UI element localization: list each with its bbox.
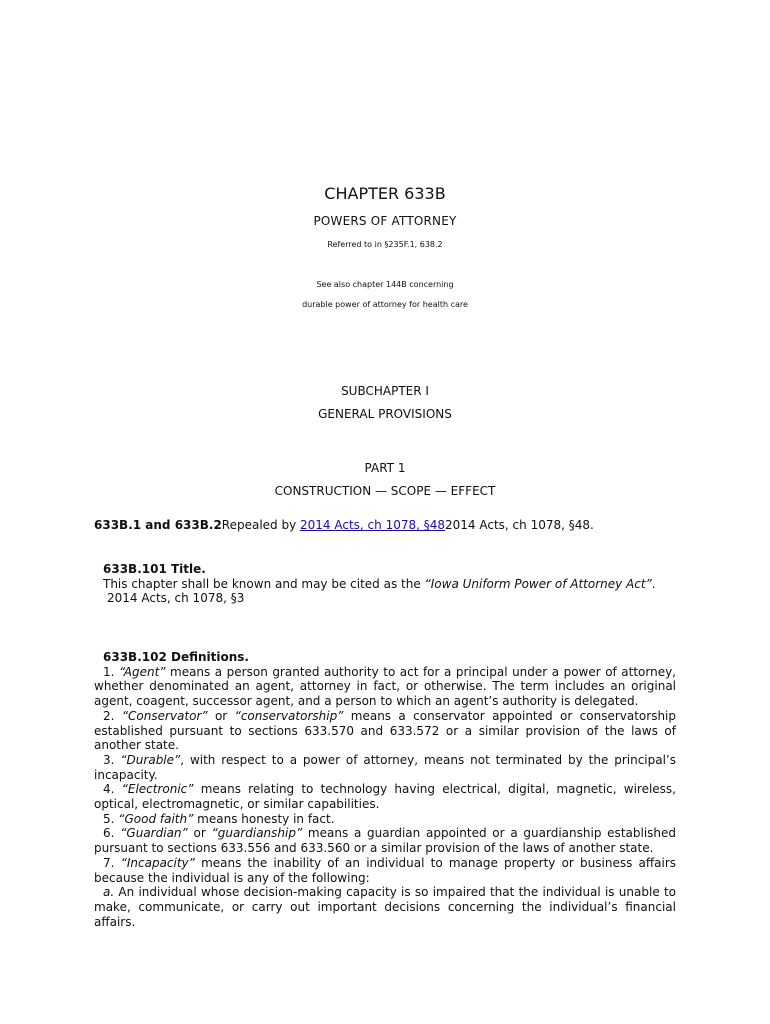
chapter-subtitle: POWERS OF ATTORNEY [313,214,457,228]
definition-2 [94,709,676,753]
see-also-note-line2: durable power of attorney for health care [302,300,468,309]
definition-7 [94,856,676,885]
referred-note: Referred to in §235F.1, 638.2 [327,240,443,249]
definition-7a [94,885,676,929]
repealed-section-numbers: 633B.1 and 633B.2 [94,518,222,532]
definition-term: “Incapacity” [120,855,195,870]
definition-term: “Durable” [120,752,181,767]
definition-text: means relating to technology having electrical, digital, magnetic, wireless, optical, electromagnetic, or similar capabilities. [94,782,676,812]
repealed-text: Repealed by [221,518,301,532]
subchapter-label: SUBCHAPTER I [341,384,429,398]
section-101-heading: 633B.101 Title. [103,562,206,576]
definition-number: 6. [103,826,121,841]
section-101-text-before: This chapter shall be known and may be cited as the [103,576,425,591]
see-also-note-line1: See also chapter 144B concerning [316,280,454,289]
definition-number: 3. [103,752,121,767]
definition-connector: or [207,708,235,723]
definition-term: “Electronic” [121,782,194,797]
subparagraph-letter: a. [103,885,115,900]
section-101-text-after: . [651,576,656,591]
definition-number: 2. [103,708,122,723]
definition-text: means honesty in fact. [193,811,335,826]
definition-text: An individual whose decision-making capacity is so impaired that the individual is unable to make, communicate, or carry out important decisions concerning the individual’s financial affairs. [94,885,676,929]
part-name: CONSTRUCTION — SCOPE — EFFECT [274,484,496,498]
definition-number: 5. [103,811,119,826]
definition-term: “guardianship” [211,826,303,841]
part-label: PART 1 [364,461,406,475]
definition-6 [94,826,676,855]
definition-term: “Good faith” [118,811,194,826]
definition-text: means a person granted authority to act for a principal under a power of attorney, whether denominated an agent, attorney in fact, or otherwise. The term includes an original agent, coagent, successor agent, and a person to which an agent’s authority is delegated. [94,664,677,709]
repealed-source: 2014 Acts, ch 1078, §48. [445,518,594,532]
definition-connector: or [187,826,212,841]
definition-text: means a conservator appointed or conservatorship established pursuant to sections 633.570 and 633.572 or a similar provision of the laws of another state. [94,708,677,753]
definition-4 [94,782,676,811]
definition-number: 4. [103,782,122,797]
definition-5 [94,812,676,827]
subchapter-name: GENERAL PROVISIONS [318,407,452,421]
repealed-sections [94,518,676,533]
definition-term: “Conservator” [121,708,208,723]
definition-term: “Agent” [118,664,166,679]
definition-text: , with respect to a power of attorney, means not terminated by the principal’s incapacity. [94,752,677,782]
definition-text: means a guardian appointed or a guardianship established pursuant to sections 633.556 and 633.560 or a similar provision of the laws of another state. [94,826,677,856]
section-101-citation: 2014 Acts, ch 1078, §3 [107,591,245,606]
definition-term: “Guardian” [120,826,188,841]
chapter-title: CHAPTER 633B [324,184,446,203]
repealed-link[interactable]: 2014 Acts, ch 1078, §48 [300,518,446,532]
definition-number: 1. [103,664,119,679]
section-102 [94,650,676,929]
definition-1 [94,665,676,709]
definition-3 [94,753,676,782]
act-name: “Iowa Uniform Power of Attorney Act” [424,576,652,591]
section-102-heading: 633B.102 Definitions. [103,650,249,664]
definition-term: “conservatorship” [234,708,344,723]
section-101-text [94,577,676,592]
definition-text: means the inability of an individual to manage property or business affairs because the individual is any of the following: [94,855,677,885]
definition-number: 7. [103,855,121,870]
section-101 [94,562,676,606]
